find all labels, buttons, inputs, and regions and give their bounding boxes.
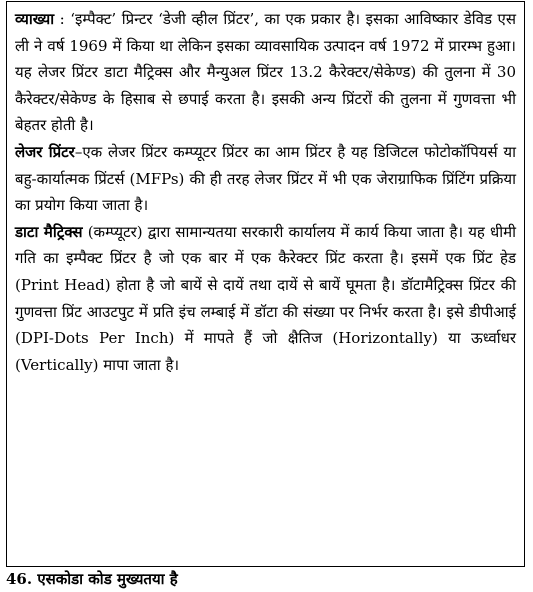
answer-explanation-box: [6, 1, 525, 567]
laser-printer-text: एक लेजर प्रिंटर कम्प्यूटर प्रिंटर का आम प्रिंटर है यह डिजिटल फोटोकॉपियर्स या बहु-कार्यात्मक प्रिंटर्स (MFPs) की ही तरह लेजर प्रिंटर में भी एक जेराग्राफिक प्रिंटिंग प्रक्रिया का प्रयोग किया जाता है।: [15, 142, 516, 215]
explanation-heading: व्याख्या: [15, 10, 55, 28]
explanation-separator: :: [54, 10, 71, 28]
dot-matrix-text: (कम्प्यूटर) द्वारा सामान्यतया सरकारी कार्यालय में कार्य किया जाता है। यह धीमी गति का इम्पैक्ट प्रिंटर है जो एक बार में एक कैरेक्टर प्रिंट करता है। इसमें एक प्रिंट हेड (Print Head) होता है जो बायें से दायें तथा दायें से बायें घूमता है। डॉटामैट्रिक्स प्रिंटर की गुणवत्ता प्रिंट आउटपुट में प्रति इंच लम्बाई में डॉटा की संख्या पर निर्भर करता है। इसे डीपीआई (DPI-Dots Per Inch) में मापते हैं जो क्षैतिज (Horizontally) या ऊर्ध्वाधर (Vertically) मापा जाता है।: [15, 222, 516, 374]
dot-matrix-heading: डाटा मैट्रिक्स: [15, 222, 83, 241]
laser-printer-heading: लेजर प्रिंटर: [15, 142, 75, 161]
laser-printer-paragraph: [15, 139, 516, 219]
explanation-text: ‘इम्पैक्ट’ प्रिन्टर ‘डेजी व्हील प्रिंटर’, का एक प्रकार है। इसका आविष्कार डेविड एस ली ने वर्ष 1969 में किया था लेकिन इसका व्यावसायिक उत्पादन वर्ष 1972 में प्रारम्भ हुआ। यह लेजर प्रिंटर डाटा मैट्रिक्स और मैन्युअल प्रिंटर 13.2 कैरेक्टर/सेकेण्ड) की तुलना में 30 कैरेक्टर/सेकेण्ड के हिसाब से छपाई करता है। इसकी अन्य प्रिंटरों की तुलना में गुणवत्ता भी बेहतर होती है।: [15, 10, 516, 135]
explanation-paragraph: [15, 6, 516, 139]
next-question-partial: 46. एसकोडा कोड मुख्यतया है: [6, 570, 178, 588]
dot-matrix-paragraph: [15, 219, 516, 379]
laser-printer-separator: –: [74, 142, 83, 161]
